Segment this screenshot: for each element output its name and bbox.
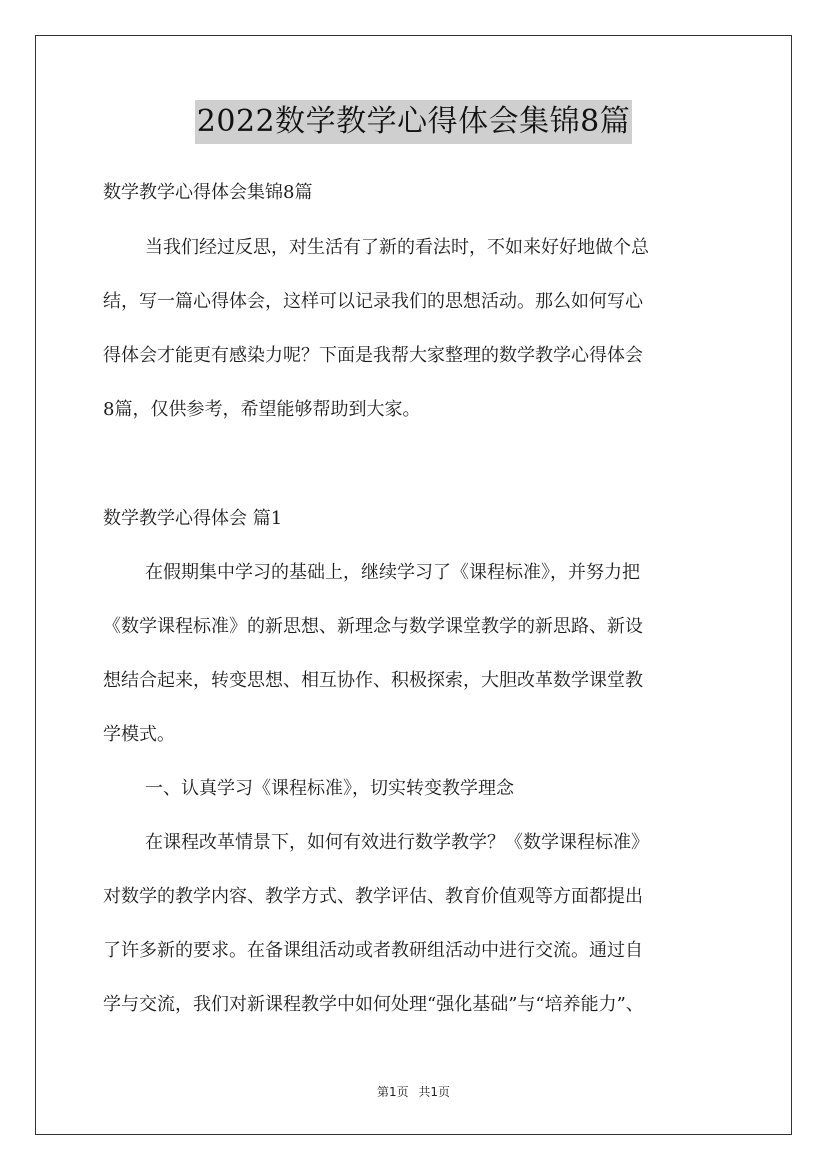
section-line-4: 学模式。 (103, 724, 175, 745)
body-line-3: 了许多新的要求。在备课组活动或者教研组活动中进行交流。通过自 (103, 940, 643, 961)
body-line-1: 在课程改革情景下，如何有效进行数学教学？《数学课程标准》 (145, 832, 649, 853)
section-heading: 数学教学心得体会 篇1 (103, 508, 283, 529)
intro-line-4: 8篇，仅供参考，希望能够帮助到大家。 (103, 399, 421, 420)
document-subtitle: 数学教学心得体会集锦8篇 (103, 182, 313, 203)
intro-line-1: 当我们经过反思，对生活有了新的看法时，不如来好好地做个总 (145, 237, 649, 258)
body-line-2: 对数学的教学内容、教学方式、教学评估、教育价值观等方面都提出 (103, 886, 643, 907)
section-line-2: 《数学课程标准》的新思想、新理念与数学课堂教学的新思路、新设 (103, 616, 643, 637)
body-line-4: 学与交流，我们对新课程教学中如何处理“强化基础”与“培养能力”、 (103, 994, 644, 1015)
page-total: 共1页 (418, 1085, 451, 1099)
title-container (0, 100, 827, 144)
section-line-1: 在假期集中学习的基础上，继续学习了《课程标准》，并努力把 (145, 562, 640, 583)
intro-line-2: 结，写一篇心得体会，这样可以记录我们的思想活动。那么如何写心 (103, 291, 643, 312)
intro-line-3: 得体会才能更有感染力呢？下面是我帮大家整理的数学教学心得体会 (103, 345, 643, 366)
document-title: 2022数学教学心得体会集锦8篇 (195, 100, 632, 144)
subheading: 一、认真学习《课程标准》，切实转变教学理念 (145, 778, 514, 799)
section-line-3: 想结合起来，转变思想、相互协作、积极探索，大胆改革数学课堂教 (103, 670, 643, 691)
page-number: 第1页 (376, 1085, 409, 1099)
page-footer (0, 1083, 827, 1100)
